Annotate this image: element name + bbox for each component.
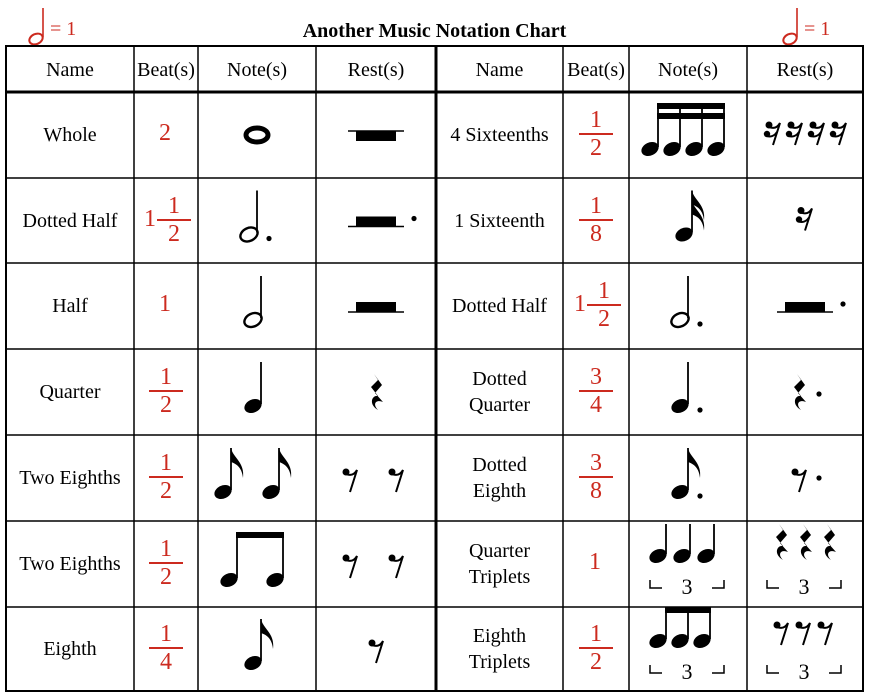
column-header: Note(s) bbox=[227, 59, 287, 81]
row-name: Eighth bbox=[43, 638, 97, 660]
tuplet-number: 3 bbox=[681, 659, 693, 684]
beat-denominator: 2 bbox=[160, 564, 172, 590]
legend-equals: = 1 bbox=[50, 18, 77, 40]
row-name: 4 Sixteenths bbox=[450, 124, 549, 146]
quarter-rest-icon bbox=[371, 374, 383, 410]
beat-whole-part: 1 bbox=[574, 291, 586, 317]
beat-denominator: 8 bbox=[590, 220, 602, 247]
beat-numerator: 3 bbox=[590, 364, 602, 390]
whole-note-icon bbox=[246, 128, 268, 142]
row-name-line2: Triplets bbox=[468, 651, 531, 673]
beat-numerator: 1 bbox=[160, 536, 172, 562]
beat-value: 1 bbox=[159, 291, 171, 317]
beat-fraction bbox=[154, 193, 194, 247]
beat-numerator: 1 bbox=[590, 621, 602, 647]
beat-fraction bbox=[146, 364, 186, 418]
column-header: Rest(s) bbox=[347, 59, 405, 81]
row-name: Quarter bbox=[39, 381, 101, 403]
sixteenth-note-icon bbox=[673, 191, 704, 245]
legend-equals: = 1 bbox=[804, 18, 831, 40]
beat-numerator: 3 bbox=[590, 450, 602, 476]
column-header: Beat(s) bbox=[567, 59, 625, 81]
beat-fraction bbox=[576, 621, 616, 675]
beat-denominator: 4 bbox=[590, 392, 602, 418]
half-rest-icon bbox=[348, 302, 404, 312]
beat-denominator: 2 bbox=[168, 220, 180, 247]
two-eighth-rests-icon bbox=[343, 469, 404, 493]
whole-rest-icon bbox=[348, 131, 404, 141]
beat-value: 1 bbox=[589, 549, 601, 575]
row-name-line1: Dotted bbox=[472, 454, 527, 476]
beat-value: 2 bbox=[159, 120, 171, 146]
row-name-line1: Eighth bbox=[472, 625, 527, 647]
row-name-line2: Triplets bbox=[468, 566, 531, 588]
row-name: Half bbox=[52, 295, 88, 317]
beat-numerator: 1 bbox=[160, 450, 172, 476]
column-header: Beat(s) bbox=[137, 59, 195, 81]
dotted-quarter-rest-icon bbox=[794, 374, 822, 410]
beat-denominator: 2 bbox=[598, 306, 610, 332]
tuplet-number: 3 bbox=[798, 659, 810, 684]
beat-denominator: 2 bbox=[160, 392, 172, 418]
row-name: Dotted Half bbox=[452, 295, 547, 317]
eighth-note-icon bbox=[242, 619, 273, 673]
eighth-rest-icon bbox=[369, 640, 384, 664]
tuplet-number: 3 bbox=[798, 574, 810, 599]
row-name-line2: Eighth bbox=[472, 480, 527, 502]
beat-fraction bbox=[146, 536, 186, 590]
two-eighth-rests-icon bbox=[343, 555, 404, 579]
dotted-half-rest-icon bbox=[348, 216, 417, 227]
tuplet-number: 3 bbox=[681, 574, 693, 599]
quarter-note-triplet-icon bbox=[647, 524, 724, 599]
beat-fraction bbox=[146, 450, 186, 504]
row-name-line1: Quarter bbox=[468, 540, 531, 562]
quarter-rest-triplet-icon bbox=[767, 524, 841, 599]
two-flagged-eighth-notes-icon bbox=[212, 448, 291, 502]
quarter-note-icon bbox=[242, 362, 264, 416]
row-name-line1: Dotted bbox=[472, 368, 527, 390]
beat-fraction bbox=[576, 193, 616, 247]
row-name: Dotted Half bbox=[22, 209, 118, 232]
beat-denominator: 2 bbox=[160, 478, 172, 504]
beat-fraction bbox=[576, 450, 616, 504]
two-beamed-eighth-notes-icon bbox=[218, 532, 286, 590]
beat-fraction bbox=[576, 364, 616, 418]
row-name: Two Eighths bbox=[19, 553, 121, 575]
beat-numerator: 1 bbox=[160, 364, 172, 390]
chart-title: Another Music Notation Chart bbox=[302, 20, 567, 42]
beat-denominator: 2 bbox=[590, 649, 602, 675]
beat-numerator: 1 bbox=[590, 192, 602, 219]
column-header: Note(s) bbox=[658, 59, 718, 81]
beat-fraction bbox=[584, 278, 624, 332]
half-note-icon bbox=[242, 276, 264, 330]
beat-fraction bbox=[146, 621, 186, 675]
row-name: Whole bbox=[43, 124, 97, 146]
column-header: Rest(s) bbox=[776, 59, 834, 81]
beat-numerator: 1 bbox=[160, 621, 172, 647]
four-sixteenth-rests-icon bbox=[764, 122, 846, 146]
dotted-eighth-rest-icon bbox=[792, 469, 822, 493]
row-name-line2: Quarter bbox=[468, 394, 531, 416]
column-header: Name bbox=[46, 59, 94, 81]
beat-numerator: 1 bbox=[598, 278, 610, 304]
beat-numerator: 1 bbox=[168, 192, 180, 219]
dotted-eighth-note-icon bbox=[669, 448, 703, 502]
eighth-rest-triplet-icon bbox=[767, 622, 841, 685]
row-name: Two Eighths bbox=[19, 467, 121, 489]
dotted-half-note-icon bbox=[669, 276, 703, 330]
dotted-half-note-icon bbox=[238, 191, 272, 245]
four-beamed-sixteenth-notes-icon bbox=[639, 103, 727, 159]
row-name: 1 Sixteenth bbox=[454, 209, 545, 232]
beat-fraction bbox=[576, 107, 616, 161]
column-header: Name bbox=[475, 59, 524, 81]
sixteenth-rest-icon bbox=[796, 207, 812, 231]
beat-denominator: 8 bbox=[590, 478, 602, 504]
beat-denominator: 2 bbox=[590, 135, 602, 161]
beat-denominator: 4 bbox=[160, 649, 172, 675]
eighth-note-triplet-icon bbox=[647, 607, 724, 684]
beat-whole-part: 1 bbox=[144, 205, 156, 232]
beat-numerator: 1 bbox=[590, 107, 602, 133]
dotted-quarter-note-icon bbox=[669, 362, 703, 416]
dotted-half-rest-icon bbox=[777, 301, 846, 312]
